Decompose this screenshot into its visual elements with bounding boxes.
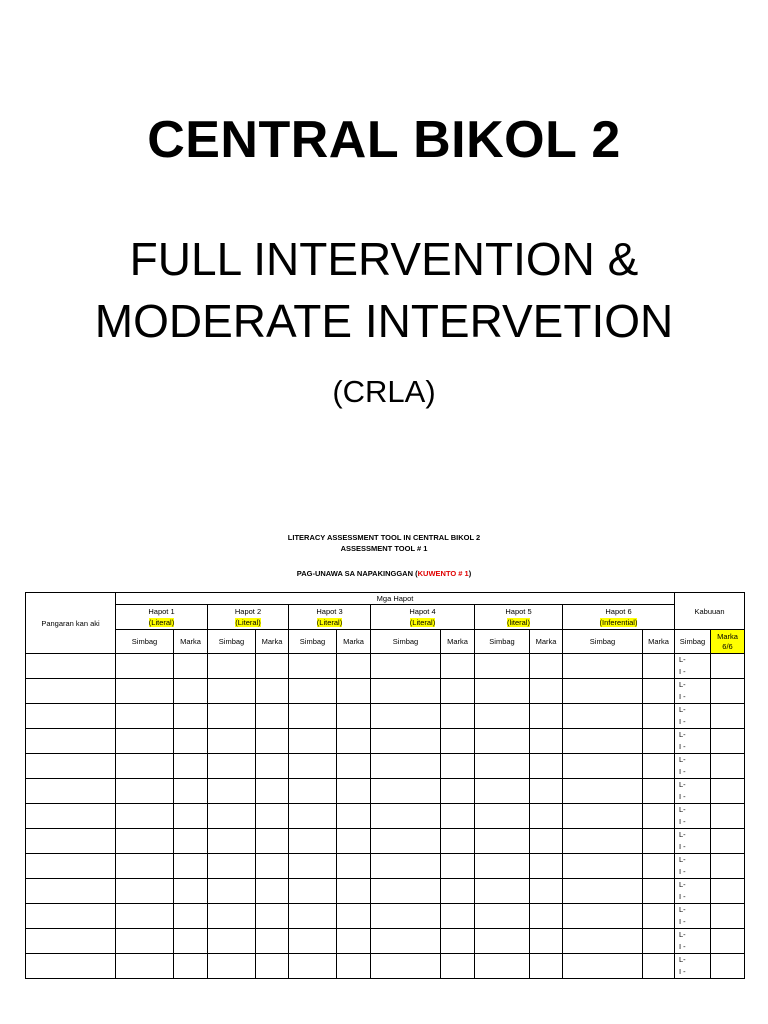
literal-prefix: L- (679, 730, 686, 739)
table-row (26, 654, 745, 679)
table-cell[interactable] (174, 729, 208, 754)
inferential-prefix: I - (679, 842, 686, 851)
table-cell[interactable] (208, 704, 256, 729)
table-cell[interactable] (371, 854, 441, 879)
table-cell[interactable] (563, 729, 643, 754)
table-cell[interactable] (289, 929, 337, 954)
mark-header: Marka (174, 630, 208, 654)
table-cell[interactable] (289, 654, 337, 679)
total-mark-header (711, 630, 745, 654)
student-name-cell[interactable] (26, 754, 116, 779)
table-cell[interactable] (441, 804, 475, 829)
table-cell[interactable] (116, 879, 174, 904)
total-answer-cell[interactable] (675, 779, 711, 804)
literal-prefix: L- (679, 655, 686, 664)
table-cell[interactable] (256, 804, 289, 829)
table-cell[interactable] (174, 929, 208, 954)
table-cell[interactable] (441, 754, 475, 779)
table-cell[interactable] (289, 804, 337, 829)
table-cell[interactable] (371, 754, 441, 779)
table-cell[interactable] (643, 754, 675, 779)
table-row (26, 804, 745, 829)
subtitle-line-2: MODERATE INTERVETION (94, 295, 674, 347)
literal-prefix: L- (679, 680, 686, 689)
table-cell[interactable] (441, 879, 475, 904)
table-cell[interactable] (289, 829, 337, 854)
mark-header: Marka (643, 630, 675, 654)
total-answer-cell[interactable] (675, 754, 711, 779)
table-cell[interactable] (116, 904, 174, 929)
table-cell[interactable] (441, 779, 475, 804)
question-type: (Inferential) (599, 618, 638, 627)
total-answer-cell[interactable] (675, 904, 711, 929)
table-cell[interactable] (208, 779, 256, 804)
table-row (26, 904, 745, 929)
table-cell[interactable] (643, 654, 675, 679)
table-cell[interactable] (256, 679, 289, 704)
table-cell[interactable] (174, 754, 208, 779)
table-row (26, 754, 745, 779)
inferential-prefix: I - (679, 967, 686, 976)
subtitle-line-1: FULL INTERVENTION & (129, 233, 639, 285)
inferential-prefix: I - (679, 717, 686, 726)
total-answer-cell[interactable] (675, 704, 711, 729)
table-cell[interactable] (289, 779, 337, 804)
table-cell[interactable] (371, 804, 441, 829)
table-cell[interactable] (441, 854, 475, 879)
table-cell[interactable] (371, 729, 441, 754)
table-row (26, 779, 745, 804)
table-cell[interactable] (337, 729, 371, 754)
table-cell[interactable] (289, 704, 337, 729)
answer-header: Simbag (371, 630, 441, 654)
table-cell[interactable] (208, 804, 256, 829)
table-cell[interactable] (643, 804, 675, 829)
table-cell[interactable] (530, 704, 563, 729)
question-label: Hapot 3 (316, 607, 343, 616)
table-cell[interactable] (174, 954, 208, 979)
table-cell[interactable] (711, 704, 745, 729)
total-mark-max: 6/6 (722, 641, 733, 651)
table-cell[interactable] (208, 754, 256, 779)
table-cell[interactable] (563, 754, 643, 779)
table-cell[interactable] (530, 854, 563, 879)
table-cell[interactable] (371, 829, 441, 854)
table-cell[interactable] (256, 754, 289, 779)
table-cell[interactable] (441, 729, 475, 754)
table-cell[interactable] (475, 854, 530, 879)
table-cell[interactable] (116, 929, 174, 954)
table-cell[interactable] (174, 904, 208, 929)
document-title: CENTRAL BIKOL 2 (147, 111, 621, 169)
table-row (26, 854, 745, 879)
table-cell[interactable] (337, 904, 371, 929)
table-cell[interactable] (711, 679, 745, 704)
student-name-cell[interactable] (26, 654, 116, 679)
table-cell[interactable] (337, 954, 371, 979)
total-answer-cell[interactable] (675, 804, 711, 829)
total-mark-label: Marka (717, 631, 738, 641)
question-type: (Literal) (148, 618, 175, 627)
table-cell[interactable] (116, 854, 174, 879)
table-cell[interactable] (289, 954, 337, 979)
table-cell[interactable] (643, 779, 675, 804)
mark-header: Marka (530, 630, 563, 654)
answer-header: Simbag (563, 630, 643, 654)
total-answer-cell[interactable] (675, 954, 711, 979)
table-cell[interactable] (711, 729, 745, 754)
table-cell[interactable] (256, 904, 289, 929)
table-cell[interactable] (475, 904, 530, 929)
question-label: Hapot 6 (605, 607, 632, 616)
table-cell[interactable] (371, 954, 441, 979)
table-cell[interactable] (475, 704, 530, 729)
table-cell[interactable] (563, 804, 643, 829)
table-cell[interactable] (174, 804, 208, 829)
student-name-cell[interactable] (26, 829, 116, 854)
table-cell[interactable] (643, 729, 675, 754)
question-type: (Literal) (316, 618, 343, 627)
question-header-5 (475, 605, 563, 630)
tool-header-line-2: ASSESSMENT TOOL # 1 (340, 544, 428, 553)
table-cell[interactable] (208, 679, 256, 704)
inferential-prefix: I - (679, 892, 686, 901)
table-cell[interactable] (643, 929, 675, 954)
table-cell[interactable] (371, 904, 441, 929)
student-name-header: Pangaran kan aki (26, 593, 116, 654)
table-cell[interactable] (530, 829, 563, 854)
table-cell[interactable] (208, 954, 256, 979)
table-cell[interactable] (563, 879, 643, 904)
table-cell[interactable] (256, 954, 289, 979)
answer-header: Simbag (289, 630, 337, 654)
table-cell[interactable] (116, 804, 174, 829)
table-cell[interactable] (337, 804, 371, 829)
table-row (26, 879, 745, 904)
table-cell[interactable] (371, 654, 441, 679)
table-cell[interactable] (530, 879, 563, 904)
table-cell[interactable] (208, 829, 256, 854)
literal-prefix: L- (679, 955, 686, 964)
table-cell[interactable] (289, 854, 337, 879)
inferential-prefix: I - (679, 742, 686, 751)
inferential-prefix: I - (679, 792, 686, 801)
table-cell[interactable] (208, 904, 256, 929)
table-cell[interactable] (256, 704, 289, 729)
table-cell[interactable] (563, 829, 643, 854)
table-cell[interactable] (643, 854, 675, 879)
table-row (26, 829, 745, 854)
table-cell[interactable] (530, 754, 563, 779)
table-cell[interactable] (371, 779, 441, 804)
table-cell[interactable] (643, 679, 675, 704)
table-header-row-3 (26, 630, 745, 654)
total-answer-cell[interactable] (675, 929, 711, 954)
student-name-cell[interactable] (26, 804, 116, 829)
table-cell[interactable] (371, 704, 441, 729)
table-cell[interactable] (174, 654, 208, 679)
table-cell[interactable] (116, 654, 174, 679)
table-cell[interactable] (643, 829, 675, 854)
student-name-cell[interactable] (26, 779, 116, 804)
table-cell[interactable] (475, 679, 530, 704)
table-cell[interactable] (475, 654, 530, 679)
table-cell[interactable] (530, 729, 563, 754)
literal-prefix: L- (679, 780, 686, 789)
table-cell[interactable] (563, 679, 643, 704)
table-cell[interactable] (711, 904, 745, 929)
mark-header: Marka (441, 630, 475, 654)
table-cell[interactable] (289, 729, 337, 754)
question-header-1 (116, 605, 208, 630)
table-cell[interactable] (711, 954, 745, 979)
question-type: (literal) (507, 618, 530, 627)
total-answer-cell[interactable] (675, 729, 711, 754)
table-cell[interactable] (289, 904, 337, 929)
total-answer-cell[interactable] (675, 829, 711, 854)
total-header: Kabuuan (675, 593, 745, 630)
student-name-cell[interactable] (26, 879, 116, 904)
table-cell[interactable] (256, 929, 289, 954)
mark-header: Marka (337, 630, 371, 654)
table-cell[interactable] (174, 879, 208, 904)
table-cell[interactable] (475, 729, 530, 754)
table-cell[interactable] (530, 654, 563, 679)
student-name-cell[interactable] (26, 854, 116, 879)
table-cell[interactable] (116, 954, 174, 979)
table-cell[interactable] (208, 854, 256, 879)
table-cell[interactable] (563, 854, 643, 879)
table-cell[interactable] (116, 754, 174, 779)
table-cell[interactable] (116, 729, 174, 754)
table-body (26, 654, 745, 979)
table-cell[interactable] (256, 829, 289, 854)
table-cell[interactable] (289, 879, 337, 904)
table-cell[interactable] (475, 804, 530, 829)
section-title (0, 568, 768, 579)
total-answer-cell[interactable] (675, 879, 711, 904)
table-cell[interactable] (475, 879, 530, 904)
table-cell[interactable] (256, 779, 289, 804)
table-cell[interactable] (174, 704, 208, 729)
table-cell[interactable] (643, 954, 675, 979)
question-label: Hapot 5 (505, 607, 532, 616)
table-cell[interactable] (371, 879, 441, 904)
answer-header: Simbag (116, 630, 174, 654)
table-cell[interactable] (174, 679, 208, 704)
table-cell[interactable] (441, 679, 475, 704)
tool-header-line-1: LITERACY ASSESSMENT TOOL IN CENTRAL BIKOL 2 (287, 533, 481, 542)
inferential-prefix: I - (679, 917, 686, 926)
question-header-4 (371, 605, 475, 630)
table-cell[interactable] (116, 779, 174, 804)
question-header-6 (563, 605, 675, 630)
literal-prefix: L- (679, 755, 686, 764)
table-cell[interactable] (337, 779, 371, 804)
table-cell[interactable] (371, 929, 441, 954)
table-cell[interactable] (441, 954, 475, 979)
table-cell[interactable] (441, 704, 475, 729)
table-cell[interactable] (563, 779, 643, 804)
literal-prefix: L- (679, 880, 686, 889)
table-cell[interactable] (475, 754, 530, 779)
table-row (26, 704, 745, 729)
table-cell[interactable] (337, 679, 371, 704)
table-cell[interactable] (256, 729, 289, 754)
table-cell[interactable] (337, 829, 371, 854)
answer-header: Simbag (208, 630, 256, 654)
table-cell[interactable] (475, 829, 530, 854)
literal-prefix: L- (679, 905, 686, 914)
table-cell[interactable] (563, 704, 643, 729)
student-name-cell[interactable] (26, 679, 116, 704)
table-cell[interactable] (208, 654, 256, 679)
student-name-cell[interactable] (26, 929, 116, 954)
table-row (26, 679, 745, 704)
literal-prefix: L- (679, 805, 686, 814)
table-cell[interactable] (208, 929, 256, 954)
question-label: Hapot 2 (234, 607, 262, 616)
table-cell[interactable] (441, 929, 475, 954)
table-cell[interactable] (563, 904, 643, 929)
table-cell[interactable] (256, 854, 289, 879)
table-cell[interactable] (530, 804, 563, 829)
student-name-cell[interactable] (26, 729, 116, 754)
question-header-3 (289, 605, 371, 630)
inferential-prefix: I - (679, 692, 686, 701)
table-cell[interactable] (563, 954, 643, 979)
total-answer-header: Simbag (675, 630, 711, 654)
table-cell[interactable] (711, 804, 745, 829)
table-cell[interactable] (337, 854, 371, 879)
question-type: (Literal) (235, 618, 261, 627)
program-acronym: (CRLA) (332, 374, 436, 409)
inferential-prefix: I - (679, 867, 686, 876)
question-label: Hapot 4 (409, 607, 436, 616)
inferential-prefix: I - (679, 767, 686, 776)
total-answer-cell[interactable] (675, 654, 711, 679)
story-number: KUWENTO # 1 (417, 569, 469, 578)
student-name-cell[interactable] (26, 954, 116, 979)
student-name-cell[interactable] (26, 904, 116, 929)
table-cell[interactable] (643, 704, 675, 729)
table-cell[interactable] (530, 904, 563, 929)
literal-prefix: L- (679, 830, 686, 839)
table-cell[interactable] (174, 829, 208, 854)
table-cell[interactable] (475, 929, 530, 954)
table-cell[interactable] (441, 829, 475, 854)
table-cell[interactable] (563, 929, 643, 954)
table-cell[interactable] (475, 954, 530, 979)
table-row (26, 954, 745, 979)
table-cell[interactable] (711, 879, 745, 904)
table-row (26, 929, 745, 954)
student-name-cell[interactable] (26, 704, 116, 729)
table-cell[interactable] (337, 704, 371, 729)
literal-prefix: L- (679, 930, 686, 939)
literal-prefix: L- (679, 705, 686, 714)
inferential-prefix: I - (679, 667, 686, 676)
total-answer-cell[interactable] (675, 679, 711, 704)
assessment-table (25, 592, 745, 979)
mark-header: Marka (256, 630, 289, 654)
answer-header: Simbag (475, 630, 530, 654)
table-cell[interactable] (563, 654, 643, 679)
table-cell[interactable] (475, 779, 530, 804)
tool-header (0, 532, 768, 554)
table-cell[interactable] (208, 879, 256, 904)
table-cell[interactable] (371, 679, 441, 704)
total-answer-cell[interactable] (675, 854, 711, 879)
table-cell[interactable] (530, 954, 563, 979)
table-header-row-1 (26, 593, 745, 605)
table-cell[interactable] (116, 679, 174, 704)
table-cell[interactable] (116, 829, 174, 854)
table-cell[interactable] (116, 704, 174, 729)
table-cell[interactable] (174, 854, 208, 879)
table-cell[interactable] (174, 779, 208, 804)
table-cell[interactable] (256, 654, 289, 679)
table-cell[interactable] (289, 679, 337, 704)
question-label: Hapot 1 (148, 607, 175, 616)
table-cell[interactable] (208, 729, 256, 754)
questions-group-header: Mga Hapot (116, 593, 675, 605)
table-cell[interactable] (337, 929, 371, 954)
table-cell[interactable] (711, 754, 745, 779)
question-type: (Literal) (409, 618, 436, 627)
table-cell[interactable] (337, 654, 371, 679)
table-cell[interactable] (289, 754, 337, 779)
table-cell[interactable] (530, 929, 563, 954)
table-cell[interactable] (337, 754, 371, 779)
table-cell[interactable] (643, 879, 675, 904)
table-cell[interactable] (711, 654, 745, 679)
inferential-prefix: I - (679, 942, 686, 951)
table-cell[interactable] (711, 829, 745, 854)
table-cell[interactable] (337, 879, 371, 904)
question-header-2 (208, 605, 289, 630)
literal-prefix: L- (679, 855, 686, 864)
table-row (26, 729, 745, 754)
table-cell[interactable] (441, 904, 475, 929)
table-cell[interactable] (711, 929, 745, 954)
section-title-prefix: PAG-UNAWA SA NAPAKINGGAN ( (296, 569, 418, 578)
intervention-subtitle (0, 228, 768, 352)
table-cell[interactable] (711, 854, 745, 879)
inferential-prefix: I - (679, 817, 686, 826)
table-header-row-2 (26, 605, 745, 630)
table-cell[interactable] (711, 779, 745, 804)
section-title-suffix: ) (468, 569, 472, 578)
table-cell[interactable] (530, 779, 563, 804)
table-cell[interactable] (256, 879, 289, 904)
table-cell[interactable] (441, 654, 475, 679)
table-cell[interactable] (643, 904, 675, 929)
table-cell[interactable] (530, 679, 563, 704)
